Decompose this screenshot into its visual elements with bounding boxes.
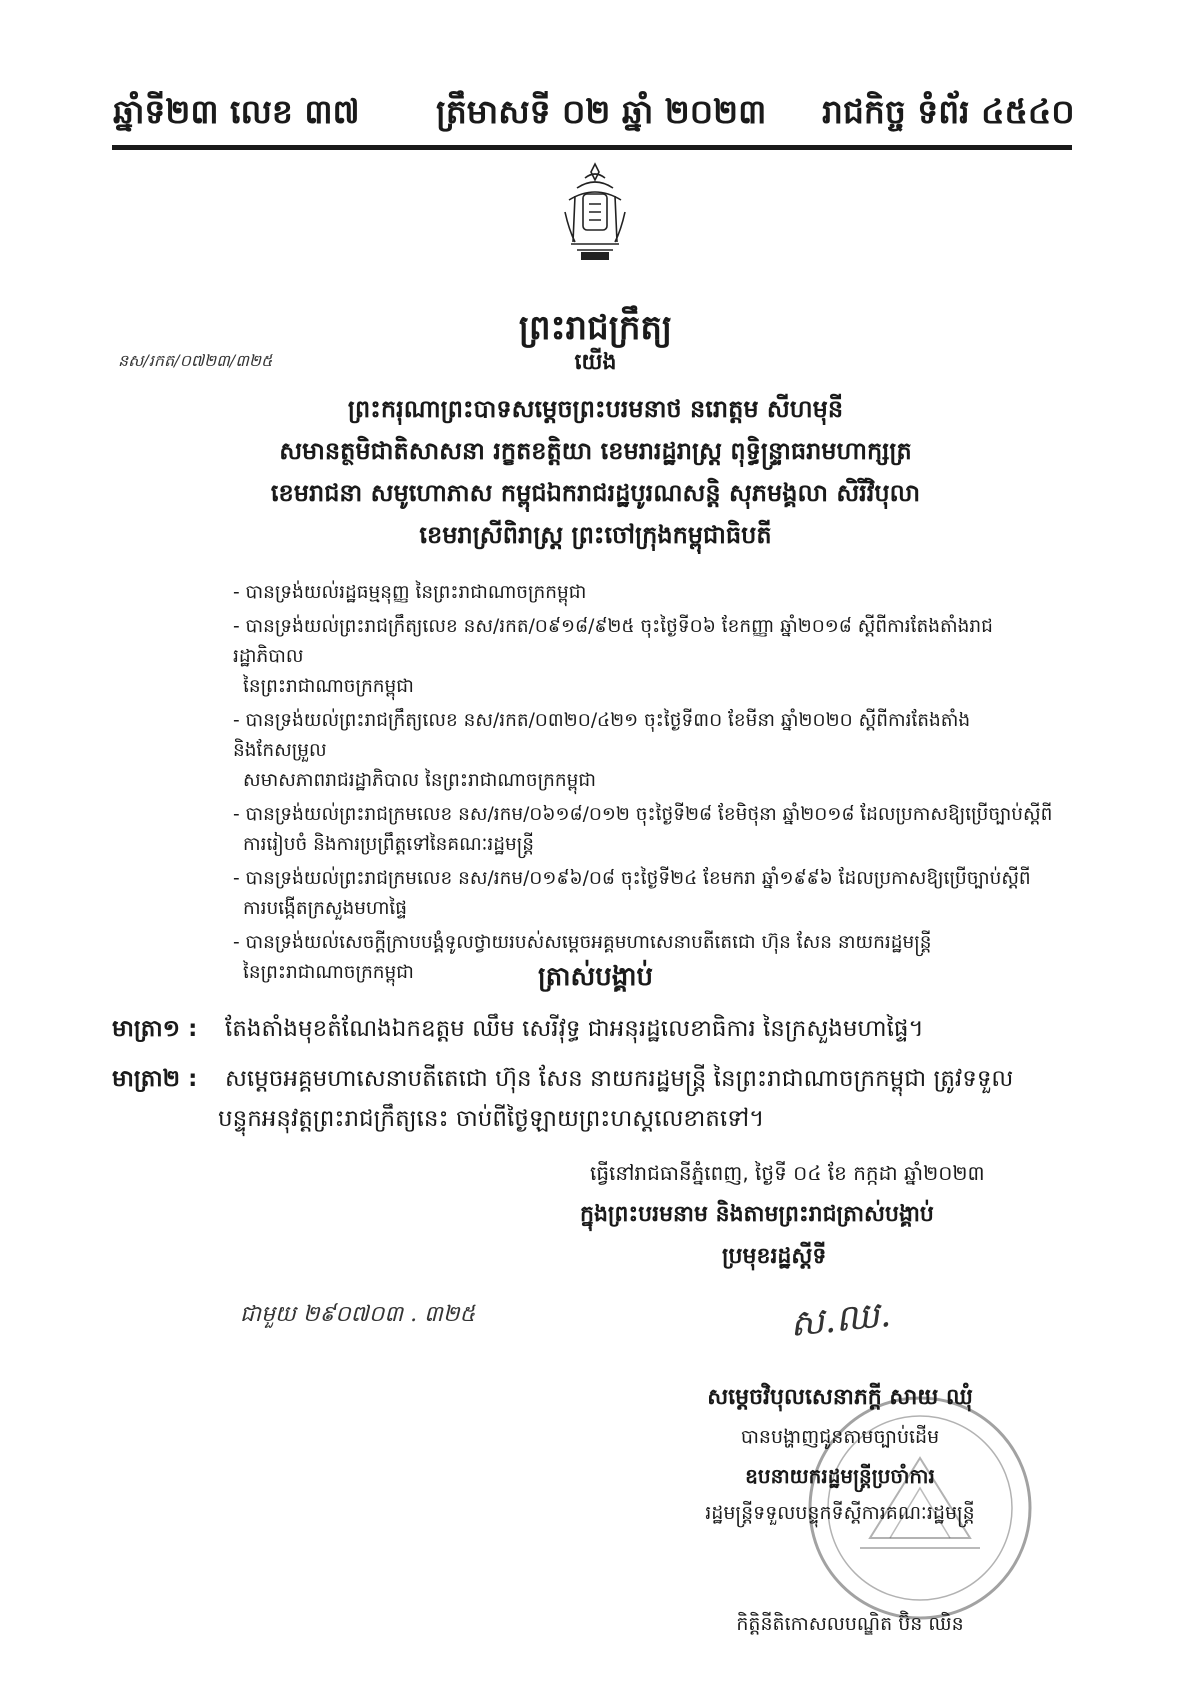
place-date: ធ្វើនៅរាជធានីភ្នំពេញ, ថ្ងៃទី ០៤ ខែ កក្កដា ឆ្នាំ២០២៣	[590, 1161, 985, 1185]
signature: ស.ឈ.	[787, 1293, 893, 1346]
article-1-text: តែងតាំងមុខតំណែងឯកឧត្តម ឈឹម សេរីវុទ្ធ ជាអនុរដ្ឋលេខាធិការ នៃក្រសួងមហាផ្ទៃ។	[225, 1016, 924, 1042]
king-title-line-1: ព្រះករុណាព្រះបាទសម្តេចព្រះបរមនាថ នរោត្តម សីហមុនី	[347, 395, 844, 423]
consideration-line: - បានទ្រង់យល់ព្រះរាជក្រមលេខ នស/រកម/០១៩៦/០៨ ចុះថ្ងៃទី២៤ ខែមករា ឆ្នាំ១៩៩៦ ដែលប្រកាសឱ្យប្រើច្បាប់ស្តីពី	[233, 868, 1031, 889]
signatory-footer: កិត្តិនីតិកោសលបណ្ឌិត ប៊ិន ឈិន	[736, 1613, 964, 1635]
consideration-line: - បានទ្រង់យល់រដ្ឋធម្មនុញ្ញ នៃព្រះរាជាណាចក្រកម្ពុជា	[233, 582, 587, 603]
decree-title: ព្រះរាជក្រឹត្យ	[518, 308, 673, 348]
article-2-label: មាត្រា២ :	[112, 1066, 198, 1092]
king-title-line-3: ខេមរាជនា សមូហោភាស កម្ពុជឯករាជរដ្ឋបូរណសន្តិ សុភមង្គលា សិរីវិបុលា	[270, 479, 921, 507]
on-behalf-line: ក្នុងព្រះបរមនាម និងតាមព្រះរាជត្រាស់បង្គាប់	[580, 1202, 934, 1227]
signatory-line-1: បានបង្ហាញជូនតាមច្បាប់ដើម	[740, 1426, 940, 1448]
decree-heading: ត្រាស់បង្គាប់	[537, 962, 654, 992]
consideration-item	[233, 800, 1063, 860]
role-line: ប្រមុខរដ្ឋស្តីទី	[722, 1244, 827, 1269]
header-page: រាជកិច្ច ទំព័រ ៤៥៤០	[822, 92, 1075, 131]
royal-arms-emblem	[555, 160, 635, 264]
considerations-list	[233, 578, 1063, 992]
consideration-item	[233, 864, 1063, 924]
article-2-text-line-1: សម្តេចអគ្គមហាសេនាបតីតេជោ ហ៊ុន សែន នាយករដ្ឋមន្ត្រី នៃព្រះរាជាណាចក្រកម្ពុជា ត្រូវទទួល	[225, 1066, 1014, 1092]
handwritten-reference: ជាមួយ ២៩០៧០៣ . ៣២៥	[240, 1302, 476, 1327]
consideration-line: ការរៀបចំ និងការប្រព្រឹត្តទៅនៃគណៈរដ្ឋមន្ត្រី	[243, 834, 535, 855]
consideration-line: សមាសភាពរាជរដ្ឋាភិបាល នៃព្រះរាជាណាចក្រកម្ពុជា	[243, 770, 596, 791]
consideration-line: - បានទ្រង់យល់ព្រះរាជក្រឹត្យលេខ នស/រកត/០៣២០/៤២១ ចុះថ្ងៃទី៣០ ខែមីនា ឆ្នាំ២០២០ ស្តីពីការតែងតាំង និងកែសម្រួល	[233, 710, 971, 761]
consideration-item	[233, 578, 1063, 608]
signatory-name: សម្តេចវិបុលសេនាភក្តី សាយ ឈុំ	[707, 1385, 973, 1410]
signatory-line-3: រដ្ឋមន្ត្រីទទួលបន្ទុកទីស្តីការគណៈរដ្ឋមន្ត្រី	[705, 1502, 975, 1524]
signatory-line-2: ឧបនាយករដ្ឋមន្ត្រីប្រចាំការ	[745, 1464, 935, 1488]
consideration-item	[233, 706, 1063, 796]
consideration-item	[233, 612, 1063, 702]
reference-number: នស/រកត/០៧២៣/៣២៥	[118, 351, 273, 370]
consideration-line: ការបង្កើតក្រសួងមហាផ្ទៃ	[243, 898, 408, 919]
consideration-line: - បានទ្រង់យល់សេចក្តីក្រាបបង្គំទូលថ្វាយរបស់សម្តេចអគ្គមហាសេនាបតីតេជោ ហ៊ុន សែន នាយករដ្ឋមន្ត្រី	[233, 932, 932, 953]
consideration-line: - បានទ្រង់យល់ព្រះរាជក្រមលេខ នស/រកម/០៦១៨/០១២ ចុះថ្ងៃទី២៨ ខែមិថុនា ឆ្នាំ២០១៨ ដែលប្រកាសឱ្យប្រើច្បាប់ស្តីពី	[233, 804, 1053, 825]
we-heading: យើង	[574, 350, 617, 375]
article-1-label: មាត្រា១ :	[112, 1016, 198, 1042]
header-rule	[112, 145, 1072, 150]
king-title-line-2: សមានត្ថមិជាតិសាសនា រក្ខតខត្តិយា ខេមរារដ្ឋរាស្ត្រ ពុទ្ធិន្ទ្រាធរាមហាក្សត្រ	[279, 437, 912, 465]
header-date: ត្រឹមាសទី ០២ ឆ្នាំ ២០២៣	[436, 92, 767, 131]
consideration-line: - បានទ្រង់យល់ព្រះរាជក្រឹត្យលេខ នស/រកត/០៩១៨/៩២៥ ចុះថ្ងៃទី០៦ ខែកញ្ញា ឆ្នាំ២០១៨ ស្តីពីការតែងតាំងរាជរដ្ឋាភិបាល	[233, 616, 993, 667]
consideration-line: នៃព្រះរាជាណាចក្រកម្ពុជា	[243, 676, 414, 697]
header-issue: ឆ្នាំទី២៣ លេខ ៣៧	[113, 92, 360, 131]
king-title-line-4: ខេមរាស្រីពិរាស្ត្រ ព្រះចៅក្រុងកម្ពុជាធិបតី	[419, 521, 772, 549]
consideration-line: នៃព្រះរាជាណាចក្រកម្ពុជា	[243, 962, 414, 983]
article-2-text-line-2: បន្ទុកអនុវត្តព្រះរាជក្រឹត្យនេះ ចាប់ពីថ្ងៃឡាយព្រះហស្តលេខាតទៅ។	[218, 1106, 765, 1132]
